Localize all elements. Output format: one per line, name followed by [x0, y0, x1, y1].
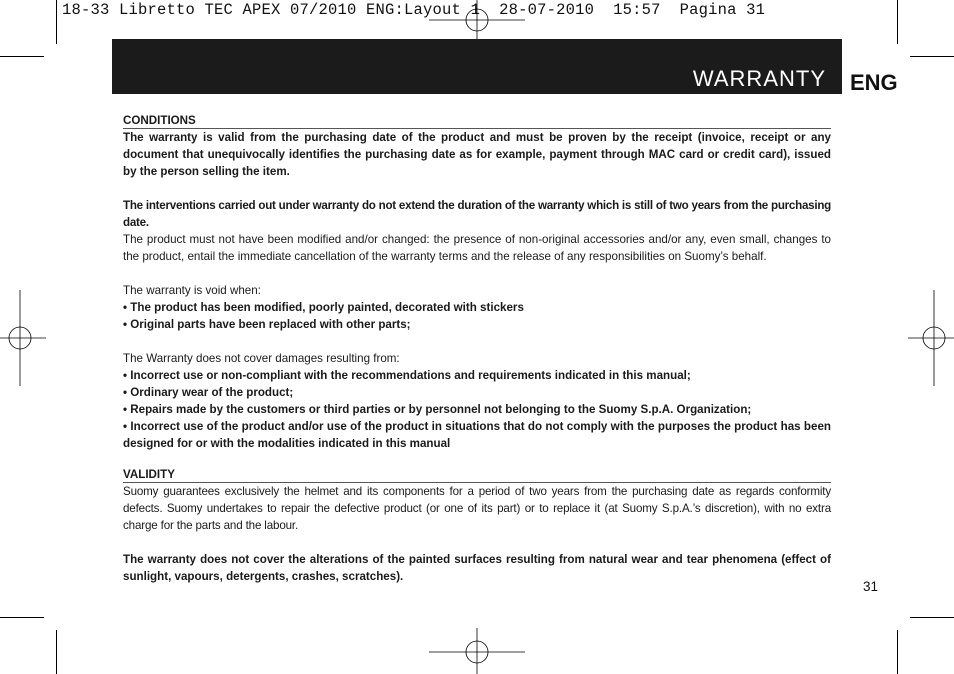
page-number: 31 [863, 579, 879, 594]
not-cover-item: • Repairs made by the customers or third parties or by personnel not belonging to the Suomy S.p.A. Organization; [123, 403, 752, 416]
page-title: WARRANTY [692, 66, 826, 91]
not-cover-intro: The Warranty does not cover damages resulting from: [123, 352, 400, 365]
registration-mark-left [0, 290, 46, 386]
conditions-paragraph-2: The product must not have been modified and/or changed: the presence of non-original accessories and/or any, even small, changes to the product, entail the immediate cancellation of the warranty terms and the release of any responsibilities on Suomy’s behalf. [123, 233, 831, 263]
printer-slug-line: 18-33 Libretto TEC APEX 07/2010 ENG:Layout 1 28-07-2010 15:57 Pagina 31 [62, 1, 766, 19]
void-intro: The warranty is void when: [123, 284, 261, 297]
not-cover-item: • Ordinary wear of the product; [123, 386, 294, 399]
conditions-heading: CONDITIONS [123, 113, 831, 129]
header-bar [112, 39, 842, 94]
registration-mark-bottom [429, 628, 525, 674]
validity-paragraph-1: Suomy guarantees exclusively the helmet and its components for a period of two years from the purchasing date as regards conformity defects. Suomy undertakes to repair the defective product (or one of its part) or to replace it (at Suomy S.p.A.’s discretion), with no extra charge for the parts and the labour. [123, 485, 831, 532]
language-tag: ENG [850, 70, 898, 95]
not-cover-item: • Incorrect use of the product and/or use of the product in situations that do not comply with the purposes the product has been designed for or with the modalities indicated in this manual [123, 420, 831, 450]
conditions-paragraph-1: The warranty is valid from the purchasing date of the product and must be proven by the receipt (invoice, receipt or any document that unequivocally identifies the purchasing date as for example, payment through MAC card or credit card), issued by the person selling the item. [123, 131, 831, 178]
not-cover-item: • Incorrect use or non-compliant with the recommendations and requirements indicated in this manual; [123, 369, 691, 382]
validity-paragraph-2: The warranty does not cover the alterations of the painted surfaces resulting from natural wear and tear phenomena (effect of sunlight, vapours, detergents, crashes, scratches). [123, 553, 831, 583]
warranty-content [123, 113, 831, 585]
validity-heading: VALIDITY [123, 467, 831, 483]
conditions-paragraph-2-bold: The interventions carried out under warranty do not extend the duration of the warranty which is still of two years from the purchasing date. [123, 199, 831, 229]
registration-mark-right [908, 290, 954, 386]
void-item: • Original parts have been replaced with other parts; [123, 318, 411, 331]
void-item: • The product has been modified, poorly painted, decorated with stickers [123, 301, 524, 314]
